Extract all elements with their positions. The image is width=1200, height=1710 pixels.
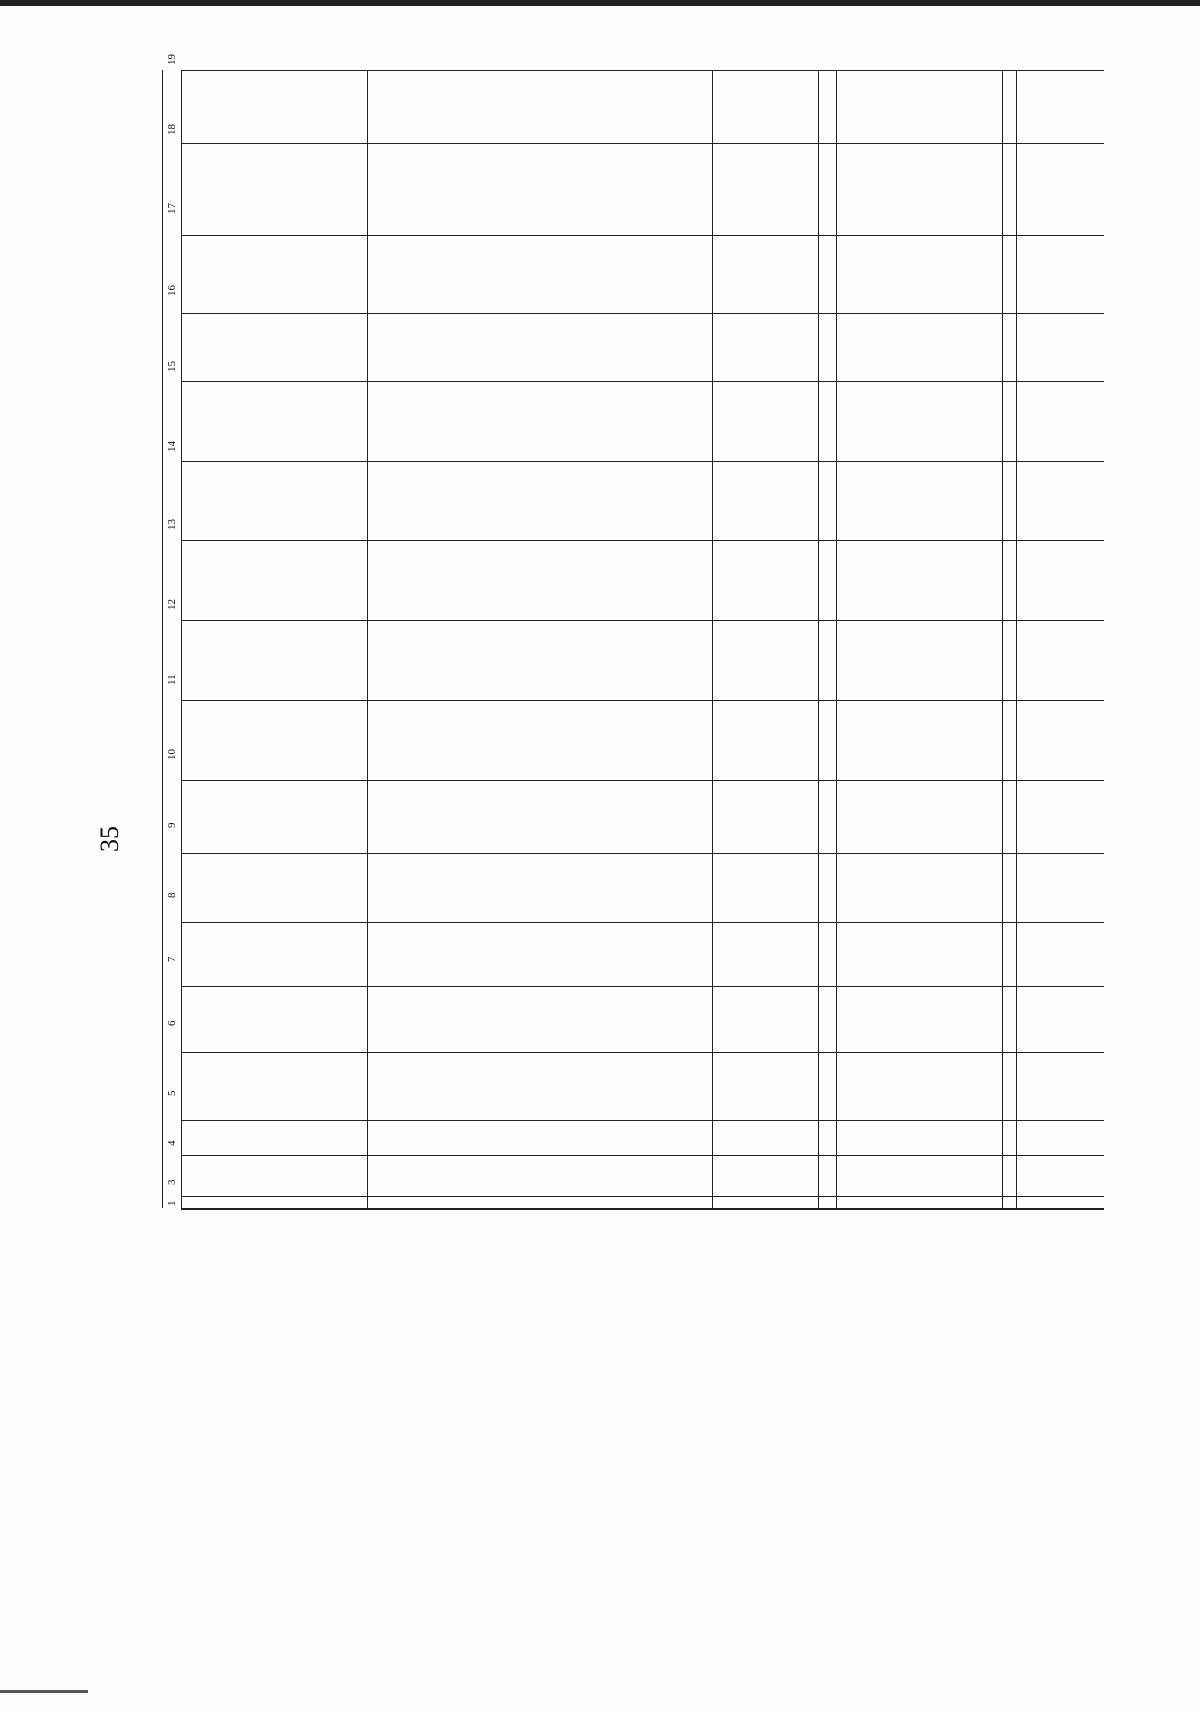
column-divider — [181, 235, 1104, 236]
column-divider — [181, 922, 1104, 923]
column-divider — [181, 700, 1104, 701]
column-header-16: 16 — [166, 285, 178, 296]
row-divider — [1002, 70, 1003, 1208]
column-header-17: 17 — [166, 203, 178, 214]
column-divider — [181, 540, 1104, 541]
column-header-3: 3 — [166, 1179, 178, 1185]
column-header-19: 19 — [166, 54, 178, 65]
column-divider — [181, 70, 1104, 71]
column-header-10: 10 — [166, 749, 178, 760]
column-divider — [181, 1209, 1104, 1210]
column-divider — [181, 1052, 1104, 1053]
column-header-18: 18 — [166, 124, 178, 135]
column-divider — [181, 1120, 1104, 1121]
column-header-7: 7 — [166, 956, 178, 962]
column-divider — [181, 381, 1104, 382]
table-border-bottom — [1016, 70, 1017, 1208]
column-divider — [181, 461, 1104, 462]
page-number: 35 — [95, 826, 124, 852]
column-divider — [181, 780, 1104, 781]
row-divider — [836, 70, 837, 1208]
column-divider — [181, 313, 1104, 314]
row-divider — [712, 70, 713, 1208]
column-header-1: 1 — [166, 1200, 178, 1206]
header-row-divider — [181, 70, 182, 1208]
column-divider — [181, 986, 1104, 987]
row-divider — [818, 70, 819, 1208]
column-header-13: 13 — [166, 519, 178, 530]
column-header-11: 11 — [166, 674, 178, 685]
column-header-8: 8 — [166, 892, 178, 898]
column-divider — [181, 853, 1104, 854]
column-header-5: 5 — [166, 1090, 178, 1096]
column-divider — [181, 1196, 1104, 1197]
column-header-15: 15 — [166, 361, 178, 372]
column-divider — [181, 143, 1104, 144]
column-header-9: 9 — [166, 822, 178, 828]
column-divider — [181, 620, 1104, 621]
column-divider — [181, 1155, 1104, 1156]
table-border-top — [162, 70, 163, 1208]
column-divider — [181, 1208, 1104, 1209]
column-header-12: 12 — [166, 599, 178, 610]
column-header-6: 6 — [166, 1020, 178, 1026]
column-header-4: 4 — [166, 1140, 178, 1146]
row-divider — [367, 70, 368, 1208]
column-header-14: 14 — [166, 441, 178, 452]
